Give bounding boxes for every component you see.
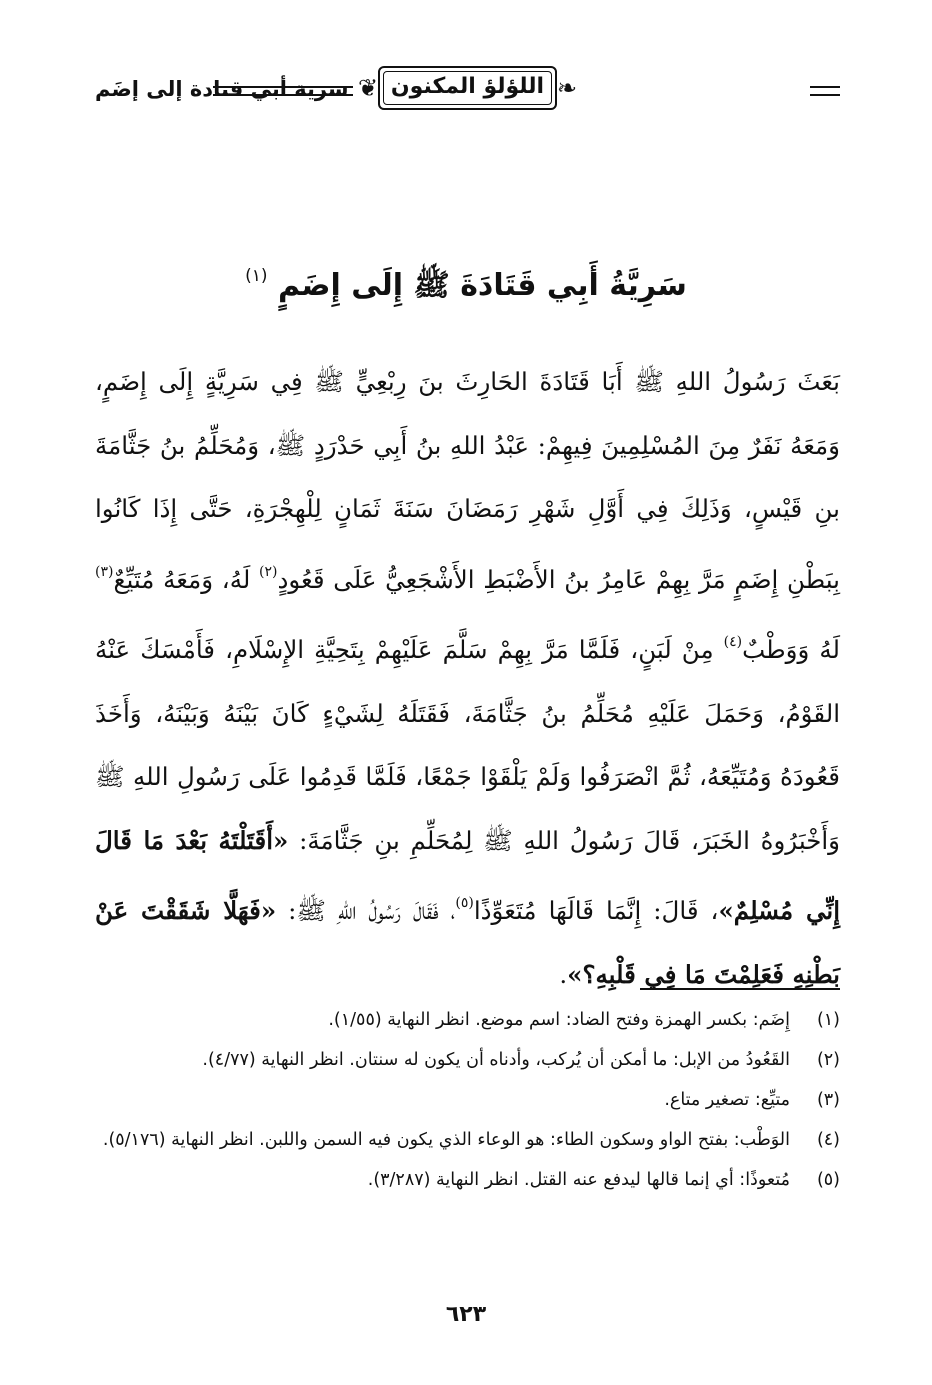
ornament-icon: ❦ [358,74,379,102]
footnote-ref: (٣) [95,563,114,580]
body-text-segment: لَهُ وَوَطْبٌ [742,635,840,664]
footnotes [95,1002,840,1202]
running-chapter-title: سرية أبي قتادة إلى إضَم [95,77,349,101]
footnote [95,1162,840,1199]
body-text-segment: بَعَثَ رَسُولُ اللهِ ﷺ أَبَا قَتَادَةَ الحَارِثَ بنَ رِبْعِيٍّ ﷺ فِي سَرِيَّةٍ إِلَى إِضَمٍ، وَمَعَهُ نَفَرٌ مِنَ المُسْلِمِينَ فِيهِمْ: عَبْدُ اللهِ بنُ أَبِي حَدْرَدٍ ﷺ، وَمُحَلِّمُ بنُ جَثَّامَةَ بنِ قَيْسٍ، وَذَلِكَ فِي أَوَّلِ شَهْرِ رَمَضَانَ سَنَةَ ثَمَانٍ لِلْهِجْرَةِ، حَتَّى إِذَا كَانُوا بِبَطْنِ إِضَمٍ مَرَّ بِهِمْ عَامِرُ بنُ الأَضْبَطِ الأَشْجَعِيُّ عَلَى قَعُودٍ [95,367,840,594]
running-header [95,52,840,128]
footnote-number: (٢) [816,1050,840,1070]
hadith-quote: «أَقَتَلْتَهُ بَعْدَ مَا قَالَ إِنِّي مُسْلِمٌ» [95,825,840,925]
book-title: اللؤلؤ المكنون [390,74,545,99]
section-title-text: سَرِيَّةُ أَبِي قَتَادَةَ ﷺ إِلَى إِضَمٍ [277,268,687,303]
body-text-segment: لَهُ، وَمَعَهُ مُتَيِّعٌ [113,564,260,594]
hadith-quote: «فَهَلَّا شَقَقْتَ عَنْ بَطْنِهِ فَعَلِمْتَ مَا فِي قَلْبِهِ؟» [95,896,840,989]
footnote-text: مُتعوذًا: أي إنما قالها ليدفع عنه القتل. انظر النهاية (٣/٢٨٧). [367,1170,790,1190]
body-text-segment: ، قَالَ: إِنَّمَا قَالَهَا مُتَعَوِّذًا [473,896,719,925]
footnote-text: متيِّع: تصغير متاع. [664,1090,790,1110]
footnote-separator [640,988,840,990]
footnote-text: القَعُودُ من الإبل: ما أمكن أن يُركب، وأدناه أن يكون له سنتان. انظر النهاية (٤/٧٧). [202,1050,790,1070]
header-rule-right [810,86,840,96]
footnote-ref: (٤) [723,634,743,650]
footnote-ref: (٢) [259,563,278,580]
footnote-ref: (١) [245,266,268,286]
footnote-text: إِضَم: بكسر الهمزة وفتح الضاد: اسم موضع. انظر النهاية (١/٥٥). [328,1010,790,1030]
footnote [95,1082,840,1119]
ornament-icon: ❧ [556,74,577,102]
footnote [95,1042,840,1079]
footnote-number: (٣) [816,1090,840,1110]
footnote-number: (٤) [816,1130,840,1150]
body-text-segment: ، فَقَالَ رَسُولُ اللهِ ﷺ: [276,896,456,925]
footnote-number: (٥) [816,1170,840,1190]
footnote-ref: (٥) [455,895,474,911]
footnote [95,1002,840,1039]
book-title-cartouche [360,60,575,116]
footnote-number: (١) [816,1010,840,1030]
section-title [0,252,932,310]
footnote-text: الوَطْب: بفتح الواو وسكون الطاء: هو الوعاء الذي يكون فيه السمن واللبن. انظر النهاية (٥/١٧٦). [102,1130,790,1150]
page-number: ٦٢٣ [445,1302,487,1327]
body-text-segment: . [559,959,568,989]
footnote [95,1122,840,1159]
body-paragraph [95,350,840,1006]
body-text-segment: مِنْ لَبَنٍ، فَلَمَّا مَرَّ بِهِمْ سَلَّمَ عَلَيْهِمْ بِتَحِيَّةِ الإِسْلَامِ، فَأَمْسَكَ عَنْهُ القَوْمُ، وَحَمَلَ عَلَيْهِ مُحَلِّمُ بنُ جَثَّامَةَ، فَقَتَلَهُ لِشَيْءٍ كَانَ بَيْنَهُ وَبَيْنَهُ، وَأَخَذَ قَعُودَهُ وَمُتَيِّعَهُ، ثُمَّ انْصَرَفُوا وَلَمْ يَلْقَوْا جَمْعًا، فَلَمَّا قَدِمُوا عَلَى رَسُولِ اللهِ ﷺ وَأَخْبَرُوهُ الخَبَرَ، قَالَ رَسُولُ اللهِ ﷺ لِمُحَلِّمِ بنِ جَثَّامَةَ: [95,635,840,855]
